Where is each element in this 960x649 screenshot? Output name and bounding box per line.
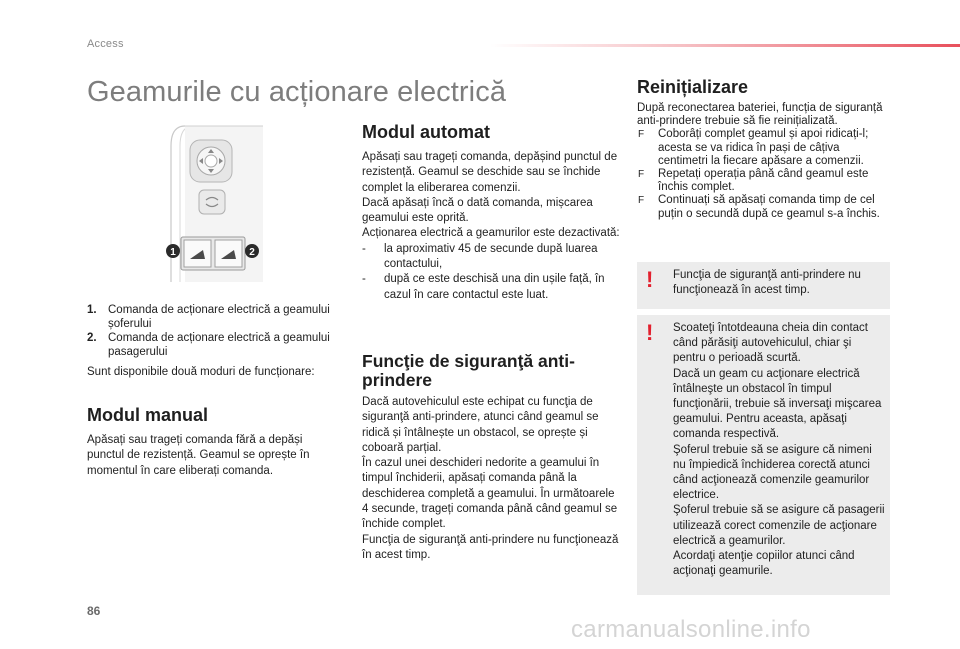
dash-marker: - <box>362 242 366 255</box>
list-item <box>637 128 889 168</box>
automatic-paragraph: Apăsați sau trageți comanda, depășind punctul de rezistență. Geamul se deschide sau se închide complet la eliberarea comenzii. <box>362 151 618 194</box>
antipinch-paragraph: În cazul unei deschideri nedorite a geamului în timpul închiderii, apăsați comanda până la deschiderea completă a geamului. În următoarele 4 secunde, trageți comanda până când geamul se închide complet. <box>362 457 618 531</box>
mirror-control-pad <box>190 140 232 182</box>
header-gradient-bar <box>490 44 960 47</box>
automatic-paragraph: Acționarea electrică a geamurilor este dezactivată: <box>362 227 620 240</box>
warning-note-box <box>637 262 890 309</box>
list-item <box>362 272 620 303</box>
reinit-heading: Reinițializare <box>637 77 749 97</box>
manual-mode-heading: Modul manual <box>87 405 208 425</box>
warning-note-box <box>637 315 890 595</box>
figure-legend <box>87 303 337 379</box>
section-label: Access <box>87 38 124 50</box>
automatic-mode-heading: Modul automat <box>362 122 490 142</box>
callout-1-label: 1 <box>170 247 176 258</box>
warning-paragraph: Acordaţi atenţie copiilor atunci când acţionaţi geamurile. <box>673 550 855 578</box>
manual-mode-text <box>87 433 332 479</box>
reinit-intro: După reconectarea bateriei, funcția de siguranță anti-prindere trebuie să fie reinițializată. <box>637 102 883 128</box>
step-text: Continuați să apăsați comanda timp de cel puțin o secundă după ce geamul s-a închis. <box>658 194 880 220</box>
page-number: 86 <box>87 604 101 618</box>
legend-item <box>87 303 337 331</box>
callout-2-label: 2 <box>249 247 255 258</box>
legend-number: 2. <box>87 332 97 344</box>
step-text: Coborâți complet geamul și apoi ridicați-l; acesta se va ridica în pași de câțiva centimetri la fiecare apăsare a comenzii. <box>658 128 869 167</box>
warning-note-text: Funcţia de siguranţă anti-prindere nu funcţionează în acest timp. <box>673 269 861 297</box>
automatic-paragraph: Dacă apăsați încă o dată comanda, mișcarea geamului este oprită. <box>362 196 593 225</box>
list-item <box>637 168 889 194</box>
antipinch-paragraph: Funcţia de siguranţă anti-prindere nu funcţionează în acest timp. <box>362 533 619 561</box>
antipinch-paragraph: Dacă autovehiculul este echipat cu funcţia de siguranţă anti-prindere, atunci când geamul se ridică și întâlnește un obstacol, se oprește și coboară parțial. <box>362 396 599 454</box>
legend-text: Comanda de acționare electrică a geamului pasagerului <box>108 332 330 358</box>
list-item <box>637 194 889 220</box>
manual-mode-paragraph: Apăsați sau trageți comanda fără a depăși punctul de rezistență. Geamul se oprește în momentul în care eliberați comanda. <box>87 434 310 477</box>
antipinch-text <box>362 395 620 563</box>
step-arrow-icon: F <box>638 129 645 141</box>
warning-note-text <box>673 321 885 579</box>
step-arrow-icon: F <box>638 195 645 207</box>
list-item <box>362 242 620 273</box>
modes-intro: Sunt disponibile două moduri de funcționare: <box>87 366 315 378</box>
warning-paragraph: Şoferul trebuie să se asigure că pasagerii utilizează corect comenzile de acţionare electrică a geamurilor. <box>673 504 885 547</box>
list-item-text: la aproximativ 45 de secunde după luarea contactului, <box>384 242 598 271</box>
dash-marker: - <box>362 273 366 286</box>
automatic-mode-text <box>362 150 620 303</box>
warning-paragraph: Şoferul trebuie să se asigure că nimeni nu împiedică închiderea corectă atunci când acţionează comenzile geamurilor electrice. <box>673 443 872 502</box>
antipinch-heading: Funcţie de siguranţă anti-prindere <box>362 351 575 390</box>
list-item-text: după ce este deschisă una din ușile față, în cazul în care contactul este luat. <box>384 273 605 301</box>
site-watermark: carmanualsonline.info <box>571 616 811 643</box>
step-text: Repetați operația până când geamul este închis complet. <box>658 168 869 194</box>
warning-icon: ! <box>646 267 654 292</box>
window-switch-panel <box>181 237 245 270</box>
legend-number: 1. <box>87 304 97 316</box>
warning-icon: ! <box>646 320 654 345</box>
page-title: Geamurile cu acționare electrică <box>87 76 507 108</box>
warning-paragraph: Scoateţi întotdeauna cheia din contact când părăsiţi autovehiculul, chiar şi pentru o perioadă scurtă. <box>673 322 869 365</box>
warning-paragraph: Dacă un geam cu acţionare electrică întâlneşte un obstacol în timpul funcţionării, trebuie să inversaţi mişcarea geamului. Pentru aceasta, apăsaţi comanda respectivă. <box>673 367 882 441</box>
legend-text: Comanda de acționare electrică a geamului șoferului <box>108 304 330 330</box>
step-arrow-icon: F <box>638 169 645 181</box>
window-switch-illustration <box>163 122 263 282</box>
mirror-selector-knob <box>199 190 225 214</box>
reinit-text <box>637 102 889 221</box>
legend-item <box>87 331 337 359</box>
window-switch-drawing <box>163 122 263 282</box>
